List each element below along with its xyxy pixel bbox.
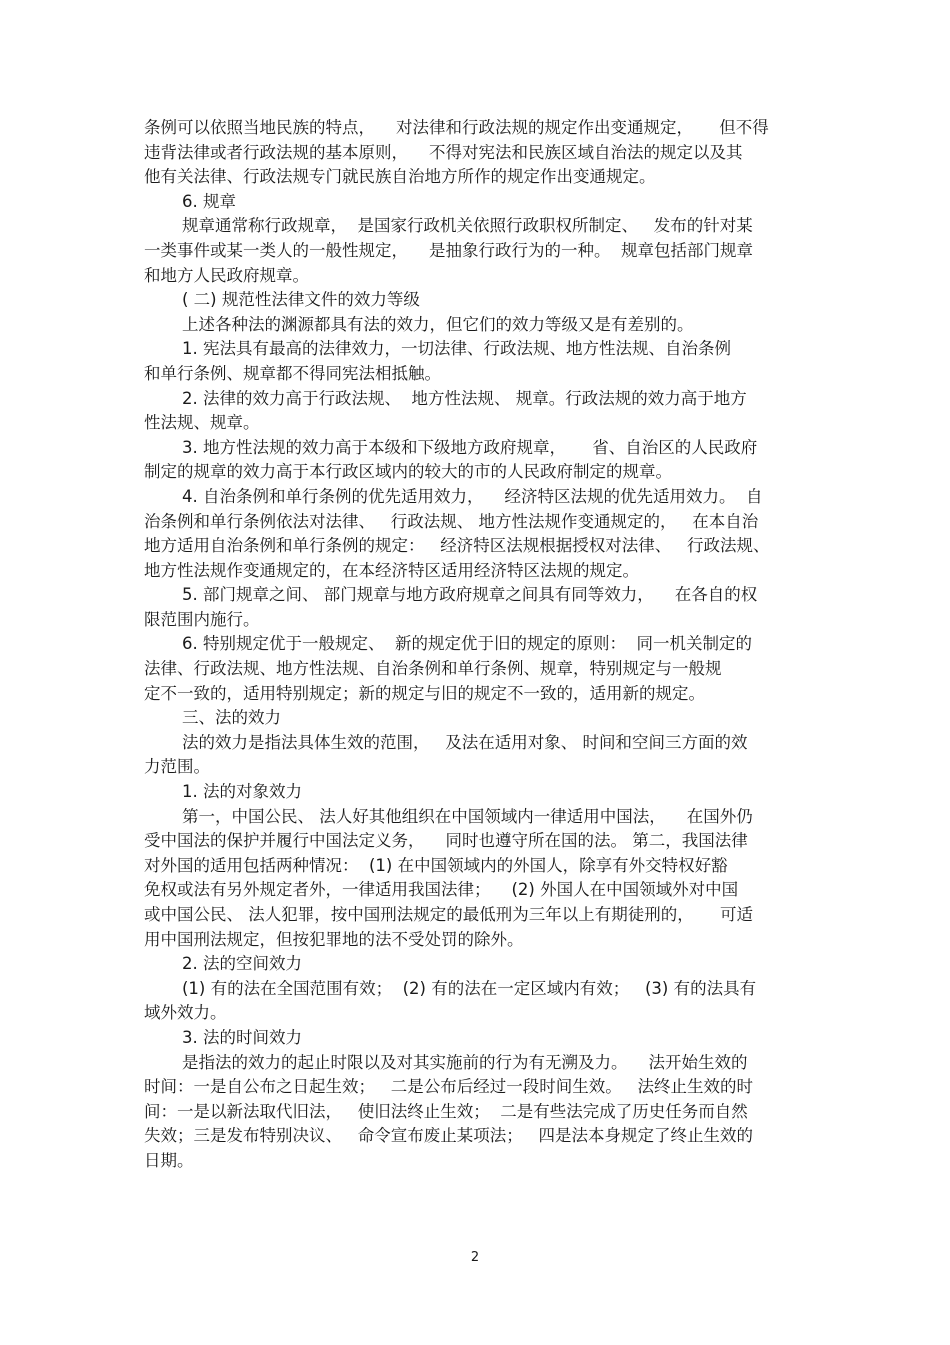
text-line: 条例可以依照当地民族的特点， 对法律和行政法规的规定作出变通规定， 但不得 <box>144 118 769 137</box>
text-line: 性法规、规章。 <box>144 413 260 433</box>
text-line: 1. 法的对象效力 <box>182 782 302 802</box>
text-line: 日期。 <box>144 1150 194 1170</box>
text-line: 失效；三是发布特别决议、 命令宣布废止某项法； 四是法本身规定了终止生效的 <box>144 1126 753 1146</box>
text-line: 三、法的效力 <box>182 708 281 728</box>
text-line: ( 二) 规范性法律文件的效力等级 <box>182 290 420 310</box>
text-line: 1. 宪法具有最高的法律效力，一切法律、行政法规、地方性法规、自治条例 <box>182 339 731 359</box>
text-line: 法律、行政法规、地方性法规、自治条例和单行条例、规章，特别规定与一般规 <box>144 659 722 679</box>
text-line: 是指法的效力的起止时限以及对其实施前的行为有无溯及力。 法开始生效的 <box>182 1052 748 1072</box>
text-line: 地方性法规作变通规定的，在本经济特区适用经济特区法规的规定。 <box>144 560 639 580</box>
text-line: 6. 规章 <box>182 191 236 211</box>
text-line: 上述各种法的渊源都具有法的效力，但它们的效力等级又是有差别的。 <box>182 314 694 334</box>
text-line: 定不一致的，适用特别规定；新的规定与旧的规定不一致的，适用新的规定。 <box>144 683 705 703</box>
text-line: 对外国的适用包括两种情况： (1) 在中国领域内的外国人，除享有外交特权好豁 <box>144 855 728 875</box>
text-line: 违背法律或者行政法规的基本原则， 不得对宪法和民族区域自治法的规定以及其 <box>144 142 743 162</box>
page-number: 2 <box>470 1250 480 1265</box>
text-line: 和地方人民政府规章。 <box>144 265 309 285</box>
text-line: 免权或法有另外规定者外，一律适用我国法律； (2) 外国人在中国领域外对中国 <box>144 880 739 900</box>
text-line: 规章通常称行政规章， 是国家行政机关依照行政职权所制定、 发布的针对某 <box>182 216 753 236</box>
document-body <box>144 116 812 1174</box>
text-line: 法的效力是指法具体生效的范围， 及法在适用对象、 时间和空间三方面的效 <box>182 732 748 752</box>
text-line: 制定的规章的效力高于本行政区域内的较大的市的人民政府制定的规章。 <box>144 462 672 482</box>
text-line: 6. 特别规定优于一般规定、 新的规定优于旧的规定的原则： 同一机关制定的 <box>182 634 752 654</box>
text-line: 4. 自治条例和单行条例的优先适用效力， 经济特区法规的优先适用效力。 自 <box>182 486 763 506</box>
text-line: 2. 法律的效力高于行政法规、 地方性法规、 规章。行政法规的效力高于地方 <box>182 388 747 408</box>
text-line: 用中国刑法规定，但按犯罪地的法不受处罚的除外。 <box>144 929 524 949</box>
text-line: 3. 地方性法规的效力高于本级和下级地方政府规章， 省、自治区的人民政府 <box>182 437 758 457</box>
text-line: 2. 法的空间效力 <box>182 954 302 974</box>
text-line: 间：一是以新法取代旧法， 使旧法终止生效； 二是有些法完成了历史任务而自然 <box>144 1101 748 1121</box>
text-line: 力范围。 <box>144 757 210 777</box>
text-line: 治条例和单行条例依法对法律、 行政法规、 地方性法规作变通规定的， 在本自治 <box>144 511 759 531</box>
text-line: 第一，中国公民、 法人好其他组织在中国领域内一律适用中国法， 在国外仍 <box>182 806 753 826</box>
text-line: 时间：一是自公布之日起生效； 二是公布后经过一段时间生效。 法终止生效的时 <box>144 1077 753 1097</box>
text-line: 他有关法律、行政法规专门就民族自治地方所作的规定作出变通规定。 <box>144 167 656 187</box>
text-line: 或中国公民、 法人犯罪，按中国刑法规定的最低刑为三年以上有期徒刑的， 可适 <box>144 905 753 924</box>
text-line: 和单行条例、规章都不得同宪法相抵触。 <box>144 363 441 383</box>
text-line: 5. 部门规章之间、 部门规章与地方政府规章之间具有同等效力， 在各自的权 <box>182 585 758 605</box>
text-line: 受中国法的保护并履行中国法定义务， 同时也遵守所在国的法。 第二，我国法律 <box>144 831 748 851</box>
text-line: 一类事件或某一类人的一般性规定， 是抽象行政行为的一种。 规章包括部门规章 <box>144 240 753 260</box>
text-line: 地方适用自治条例和单行条例的规定： 经济特区法规根据授权对法律、 行政法规、 <box>144 536 770 556</box>
text-line: 3. 法的时间效力 <box>182 1027 302 1047</box>
text-line: 限范围内施行。 <box>144 609 260 629</box>
text-line: 域外效力。 <box>144 1003 227 1023</box>
text-line: (1) 有的法在全国范围有效； (2) 有的法在一定区域内有效； (3) 有的法具有 <box>182 978 757 998</box>
